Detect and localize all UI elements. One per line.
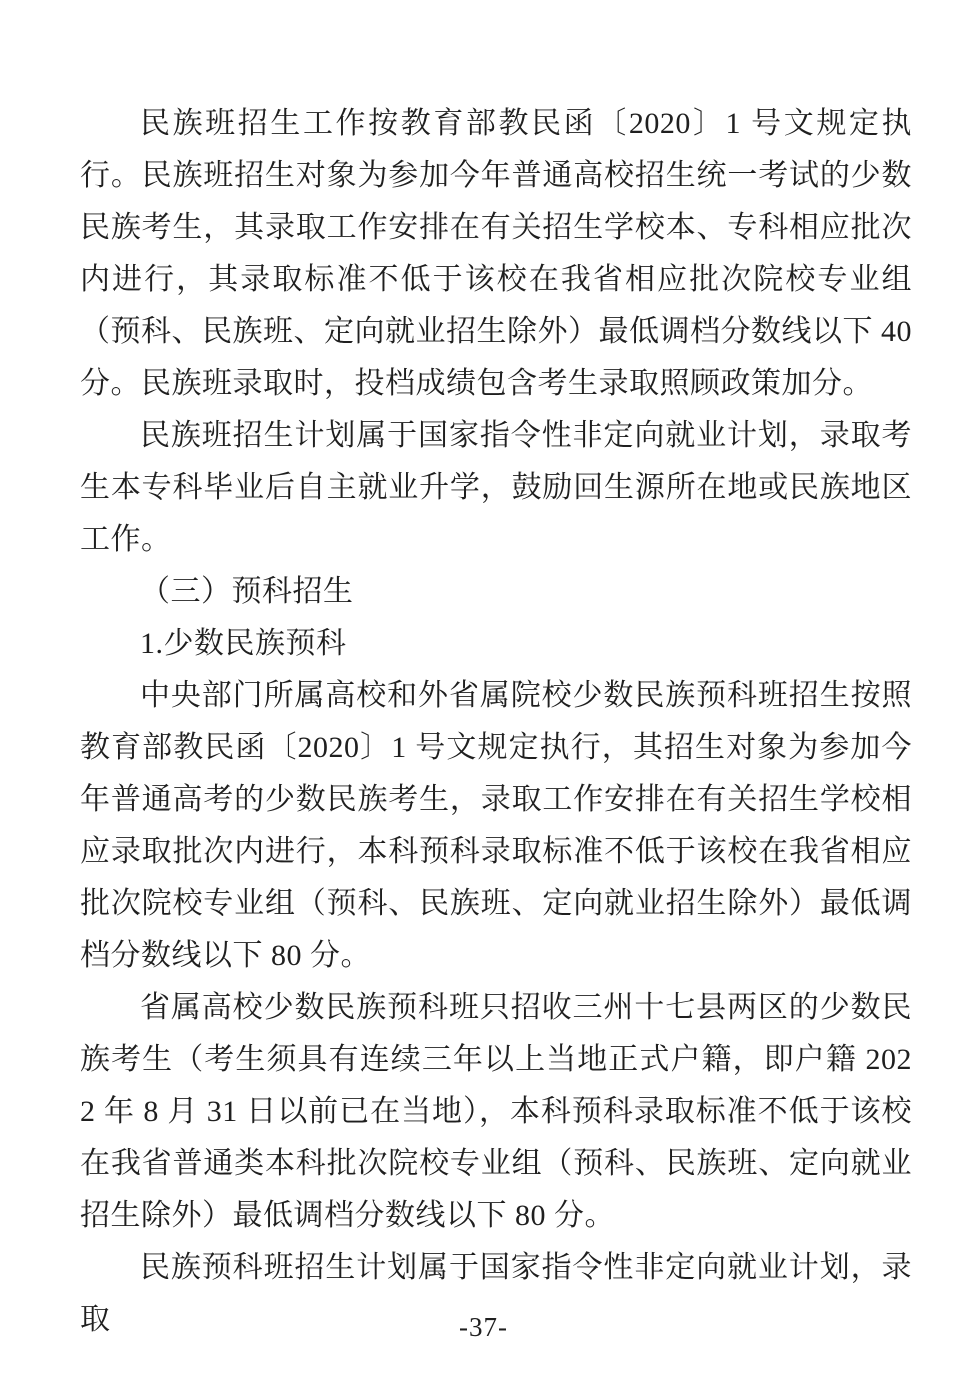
section-heading-preparatory-enrollment: （三）预科招生 bbox=[140, 575, 354, 608]
paragraph-preparatory-plan-truncated: 民族预科班招生计划属于国家指令性非定向就业计划，录取 bbox=[80, 1251, 912, 1336]
subsection-heading-minority-preparatory: 1.少数民族预科 bbox=[140, 627, 347, 660]
paragraph-central-universities-preparatory: 中央部门所属高校和外省属院校少数民族预科班招生按照教育部教民函〔2020〕1 号文规定执行，其招生对象为参加今年普通高考的少数民族考生，录取工作安排在有关招生学校相应录取批次内进行，本科预科录取标准不低于该校在我省相应批次院校专业组（预科、民族班、定向就业招生除外）最低调档分数线以下 80 分。 bbox=[80, 679, 912, 972]
paragraph-minority-class-policy: 民族班招生工作按教育部教民函〔2020〕1 号文规定执行。民族班招生对象为参加今年普通高校招生统一考试的少数民族考生，其录取工作安排在有关招生学校本、专科相应批次内进行，其录取标准不低于该校在我省相应批次院校专业组（预科、民族班、定向就业招生除外）最低调档分数线以下 40 分。民族班录取时，投档成绩包含考生录取照顾政策加分。 bbox=[80, 107, 912, 400]
document-text-block bbox=[80, 98, 912, 1346]
paragraph-provincial-universities-preparatory: 省属高校少数民族预科班只招收三州十七县两区的少数民族考生（考生须具有连续三年以上当地正式户籍，即户籍 2022 年 8 月 31 日以前已在当地），本科预科录取标准不低于该校在我省普通类本科批次院校专业组（预科、民族班、定向就业招生除外）最低调档分数线以下 80 分。 bbox=[80, 991, 912, 1232]
page-number: -37- bbox=[459, 1312, 508, 1342]
paragraph-minority-class-plan: 民族班招生计划属于国家指令性非定向就业计划，录取考生本专科毕业后自主就业升学，鼓励回生源所在地或民族地区工作。 bbox=[80, 419, 912, 556]
